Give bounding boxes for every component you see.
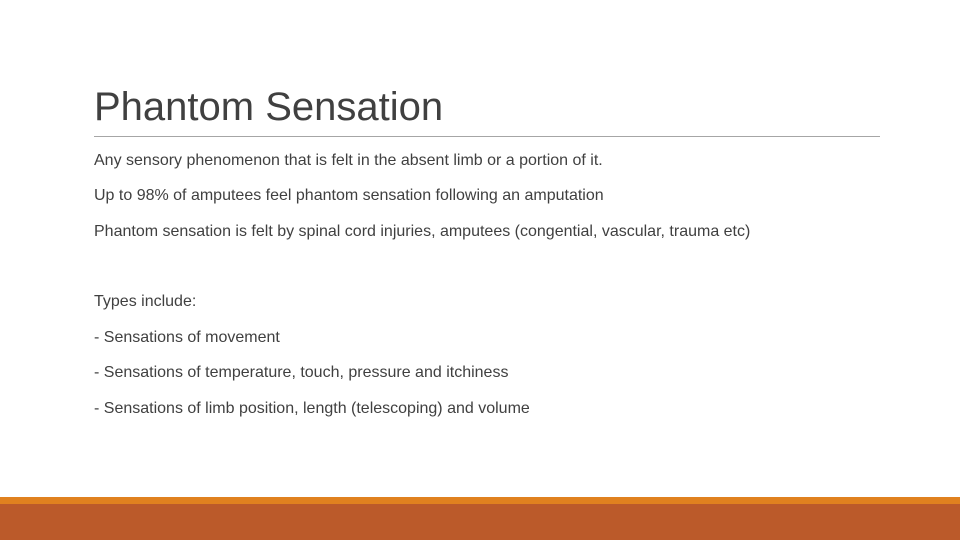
content-line: - Sensations of limb position, length (telescoping) and volume — [94, 400, 530, 417]
content-line: Phantom sensation is felt by spinal cord injuries, amputees (congential, vascular, trauma etc) — [94, 223, 751, 240]
content-line: - Sensations of temperature, touch, pressure and itchiness — [94, 364, 509, 381]
content-line: Types include: — [94, 293, 197, 310]
content-line: Any sensory phenomenon that is felt in the absent limb or a portion of it. — [94, 152, 603, 169]
accent-bar — [0, 497, 960, 504]
footer-bar — [0, 504, 960, 540]
title-divider — [94, 136, 880, 137]
content-line: - Sensations of movement — [94, 329, 280, 346]
slide-title: Phantom Sensation — [94, 85, 444, 129]
content-line: Up to 98% of amputees feel phantom sensation following an amputation — [94, 187, 604, 204]
